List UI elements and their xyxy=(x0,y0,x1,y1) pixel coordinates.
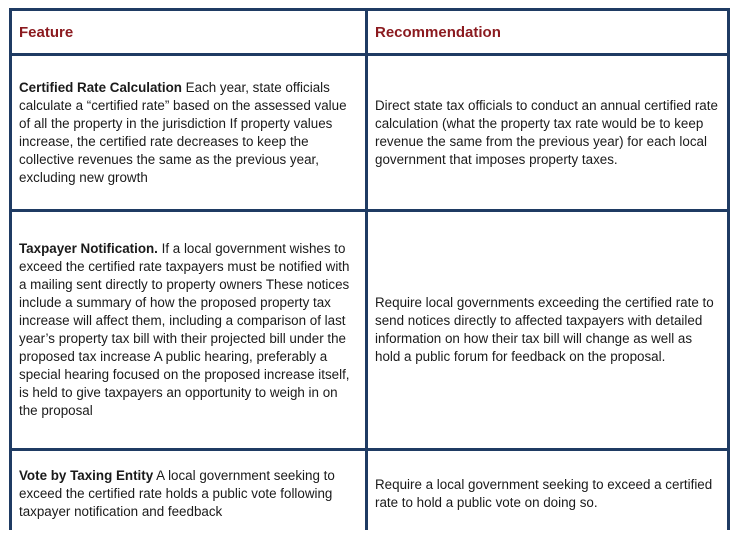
table-row xyxy=(12,451,727,536)
feature-recommendation-table xyxy=(9,8,730,539)
feature-title: Certified Rate Calculation xyxy=(19,79,182,95)
feature-title: Vote by Taxing Entity xyxy=(19,467,154,483)
feature-cell xyxy=(12,451,365,536)
header-recommendation: Recommendation xyxy=(368,11,727,53)
header-feature: Feature xyxy=(12,11,365,53)
feature-text: Each year, state officials calculate a “certified rate” based on the assessed value of all the property in the jurisdiction If property values increase, the certified rate decreases to keep the collective revenues the same as the previous year, excluding new growth xyxy=(19,79,347,185)
feature-text: If a local government wishes to exceed the certified rate taxpayers must be notified with a mailing sent directly to property owners These notices include a summary of how the proposed property tax increase will affect them, including a comparison of last year’s property tax bill with their projected bill under the proposed tax increase A public hearing, preferably a special hearing focused on the proposed increase itself, is held to give taxpayers an opportunity to weigh in on the proposal xyxy=(19,241,350,418)
table-row xyxy=(12,56,727,209)
table-row xyxy=(12,212,727,448)
recommendation-cell: Require local governments exceeding the certified rate to send notices directly to affected taxpayers with detailed information on how their tax bill will change as well as hold a public forum for feedback on the proposal. xyxy=(368,212,727,448)
recommendation-cell: Require a local government seeking to exceed a certified rate to hold a public vote on doing so. xyxy=(368,451,727,536)
table-header-row xyxy=(12,11,727,53)
recommendation-cell: Direct state tax officials to conduct an annual certified rate calculation (what the property tax rate would be to keep revenue the same from the previous year) for each local government that imposes property taxes. xyxy=(368,56,727,209)
feature-text: A local government seeking to exceed the certified rate holds a public vote following taxpayer notification and feedback xyxy=(19,467,335,519)
feature-cell xyxy=(12,212,365,448)
feature-title: Taxpayer Notification. xyxy=(19,241,158,256)
feature-cell xyxy=(12,56,365,209)
